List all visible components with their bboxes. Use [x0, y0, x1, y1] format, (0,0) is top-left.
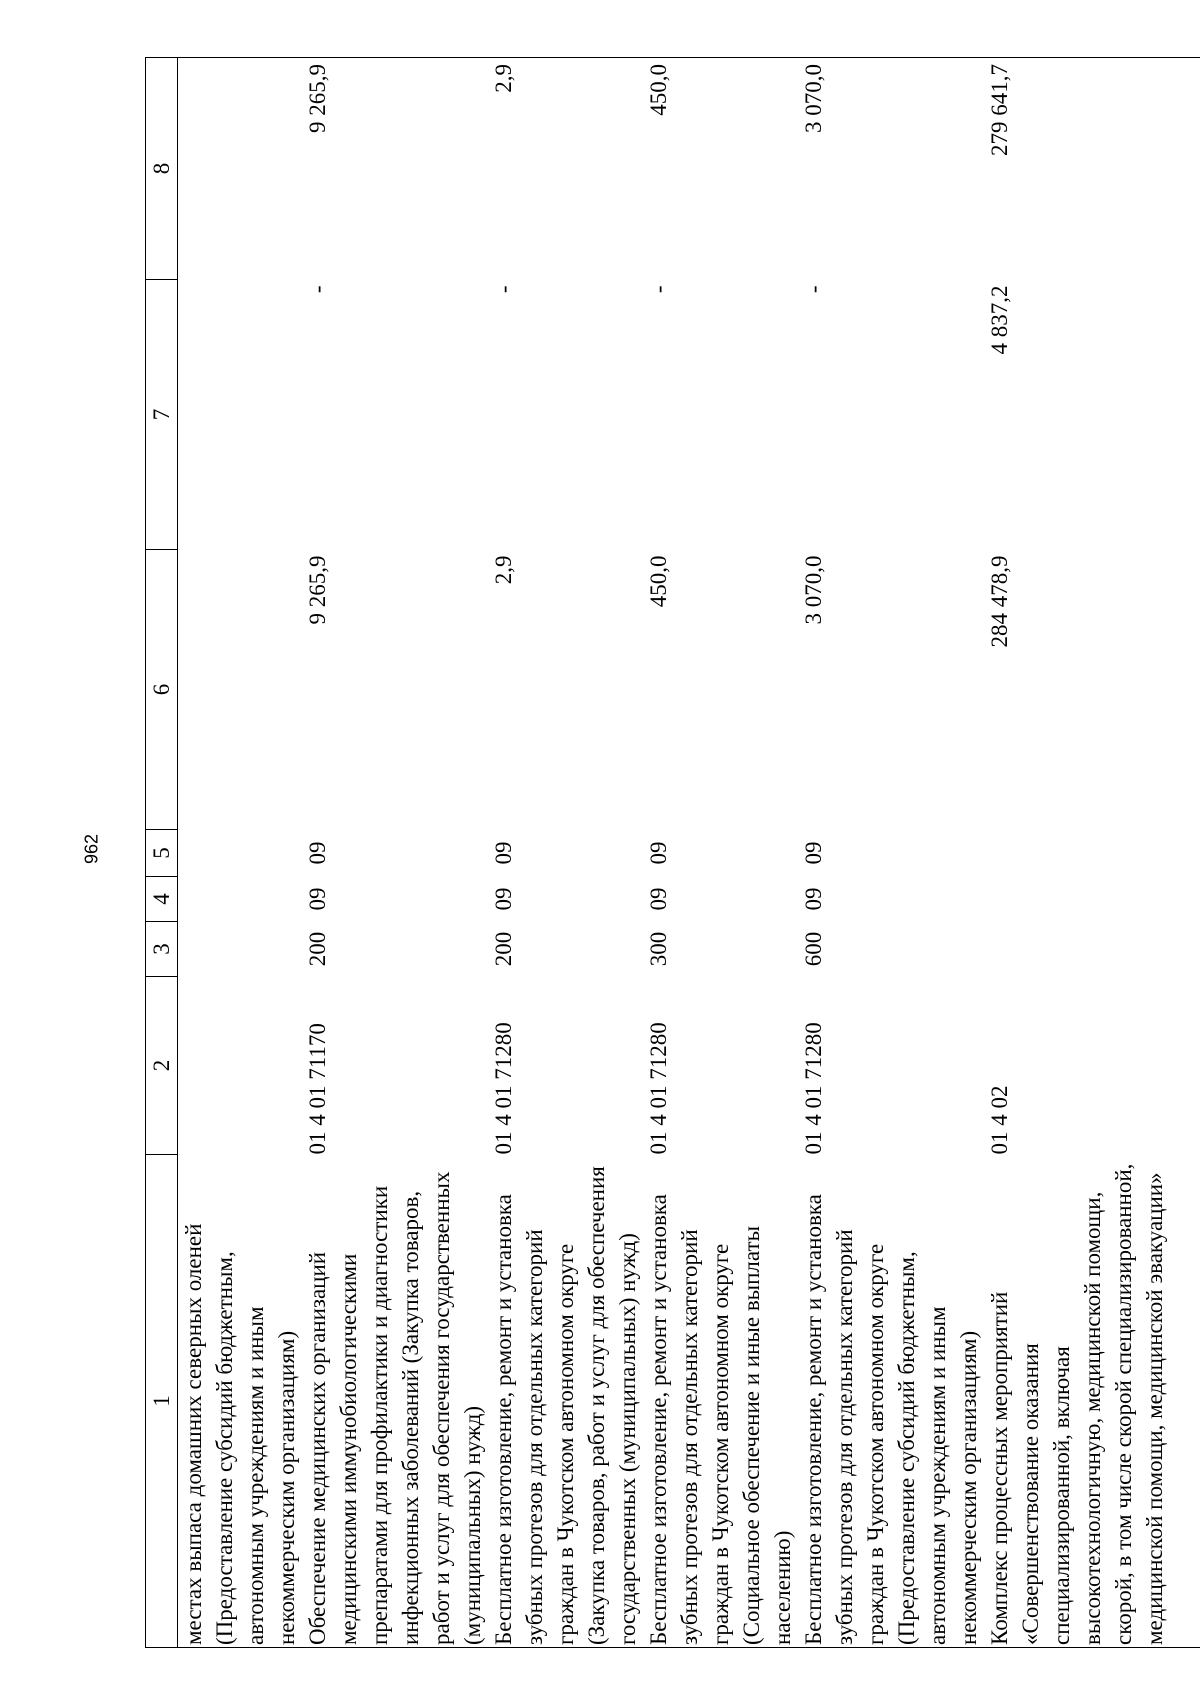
- row-col7: -: [646, 285, 671, 294]
- row-col5: 09: [801, 841, 826, 865]
- header-col-1: 1: [146, 1155, 178, 1648]
- row-col5: 09: [491, 841, 516, 865]
- table-row: [984, 58, 1200, 1648]
- row-col7: -: [491, 285, 516, 294]
- table-row: [302, 58, 488, 1648]
- row-code: 01 4 01 71280: [801, 1022, 826, 1155]
- row-col4: [178, 877, 303, 922]
- row-col5: 09: [646, 841, 671, 865]
- row-code: 01 4 01 71280: [491, 1022, 516, 1155]
- row-col3: 300: [646, 931, 671, 967]
- row-col8: 3 070,0: [798, 58, 984, 280]
- row-code: 01 4 01 71170: [305, 1023, 330, 1155]
- row-name: Бесплатное изготовление, ремонт и установка зубных протезов для отдельных категорий граждан в Чукотском автономном округе (Предоставление субсидий бюджетным, автономным учреждениям и иным некоммерческим организациям): [798, 1155, 984, 1648]
- header-col-2: 2: [146, 977, 178, 1155]
- row-col5: [178, 830, 303, 877]
- row-col8: [178, 58, 303, 280]
- rotated-table-wrapper: [145, 58, 1170, 1648]
- row-col3: 200: [491, 931, 516, 967]
- row-col8: 9 265,9: [302, 58, 488, 280]
- row-col6: 3 070,0: [801, 555, 826, 625]
- row-col3: 600: [801, 931, 826, 967]
- row-col4: 09: [646, 887, 671, 911]
- header-col-7: 7: [146, 280, 178, 550]
- row-code: 01 4 02: [984, 977, 1200, 1155]
- header-col-4: 4: [146, 877, 178, 922]
- row-col4: 09: [305, 887, 330, 911]
- row-col4: 09: [801, 887, 826, 911]
- row-col6: 284 478,9: [984, 550, 1200, 830]
- page-number: 962: [81, 833, 102, 865]
- row-col6: [178, 550, 303, 830]
- row-col7: 4 837,2: [984, 280, 1200, 550]
- table-row: [488, 58, 643, 1648]
- row-name: Бесплатное изготовление, ремонт и установка зубных протезов для отдельных категорий граждан в Чукотском автономном округе (Социальное обеспечение и иные выплаты населению): [643, 1155, 798, 1648]
- row-col5: 09: [305, 841, 330, 865]
- header-col-5: 5: [146, 830, 178, 877]
- row-name: Бесплатное изготовление, ремонт и установка зубных протезов для отдельных категорий граждан в Чукотском автономном округе (Закупка товаров, работ и услуг для обеспечения государственных (муниципальных) нужд): [488, 1155, 643, 1648]
- table-row: [178, 58, 303, 1648]
- header-col-6: 6: [146, 550, 178, 830]
- row-code: [178, 977, 303, 1155]
- row-col8: 2,9: [488, 58, 643, 280]
- table-row: [798, 58, 984, 1648]
- budget-table: [145, 57, 1200, 1648]
- row-col6: 9 265,9: [305, 555, 330, 625]
- row-col3: 200: [305, 931, 330, 967]
- row-col6: 450,0: [646, 555, 671, 608]
- row-col4: 09: [491, 887, 516, 911]
- row-col4: [984, 877, 1200, 922]
- row-col3: [178, 922, 303, 977]
- row-col8: 279 641,7: [984, 58, 1200, 280]
- header-col-3: 3: [146, 922, 178, 977]
- row-col5: [984, 830, 1200, 877]
- row-name: Обеспечение медицинских организаций медицинскими иммунобиологическими препаратами для профилактики и диагностики инфекционных заболеваний (Закупка товаров, работ и услуг для обеспечения государственных (муниципальных) нужд): [302, 1155, 488, 1648]
- row-col7: -: [305, 285, 330, 294]
- table-row: [643, 58, 798, 1648]
- row-col6: 2,9: [491, 555, 516, 585]
- row-name: Комплекс процессных мероприятий «Совершенствование оказания специализированной, включая высокотехнологичную, медицинской помощи, скорой, в том числе скорой специализированной, медицинской помощи, медицинской эвакуации»: [984, 1155, 1200, 1648]
- row-col3: [984, 922, 1200, 977]
- row-col8: 450,0: [643, 58, 798, 280]
- row-col7: [178, 280, 303, 550]
- row-code: 01 4 01 71280: [646, 1022, 671, 1155]
- row-col7: -: [801, 285, 826, 294]
- header-col-8: 8: [146, 58, 178, 280]
- row-name: местах выпаса домашних северных оленей (Предоставление субсидий бюджетным, автономным учреждениям и иным некоммерческим организациям): [178, 1155, 303, 1648]
- table-header-row: [146, 58, 178, 1648]
